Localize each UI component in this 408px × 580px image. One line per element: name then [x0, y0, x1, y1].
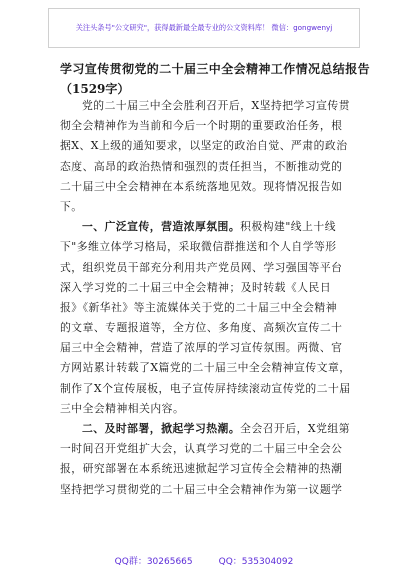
body-line: 制作了X个宣传展板，电子宣传屏持续滚动宣传党的二十届 [60, 381, 351, 395]
body-line: 下"多维立体学习格局，采取微信群推送和个人自学等形 [60, 240, 337, 254]
body-line: 态度、高昂的政治热情和强烈的责任担当，不断推动党的 [60, 159, 343, 173]
body-line: 报》《新华社》等主流媒体关于党的二十届三中全会精神 [60, 300, 338, 314]
document-title: 学习宣传贯彻党的二十届三中全会精神工作情况总结报告 [60, 62, 371, 76]
body-line: 的文章、专题报道等，全方位、多角度、高频次宣传二十 [60, 321, 343, 335]
promo-banner [48, 8, 360, 48]
document-body [60, 96, 352, 500]
section1-first-line [60, 217, 352, 237]
body-line: 党的二十届三中全会胜利召开后，X坚持把学习宣传贯 [82, 99, 351, 112]
body-line: 深入学习党的二十届三中全会精神；及时转载《人民日 [60, 280, 332, 294]
body-line: 届三中全会精神，营造了浓厚的学习宣传氛围。两微、官 [60, 341, 343, 355]
body-line: 彻全会精神作为当前和今后一个时期的重要政治任务，根 [60, 119, 343, 133]
footer-qq-group: QQ群：30265665 [114, 557, 193, 567]
section2-heading: 二、及时部署，掀起学习热潮。 [82, 422, 241, 435]
body-line: 二十届三中全会精神在本系统落地见效。现将情况报告如 [60, 179, 343, 193]
footer-contacts [0, 554, 408, 567]
body-line: 坚持把学习贯彻党的二十届三中全会精神作为第一议题学 [60, 482, 343, 496]
footer-qq: QQ：535304092 [218, 557, 294, 567]
section2-first-rest: 全会召开后，X党组第 [240, 422, 351, 435]
body-line: 一时间召开党组扩大会，认真学习党的二十届三中全会公 [60, 442, 343, 456]
body-line: 据X、X上级的通知要求，以坚定的政治自觉、严肃的政治 [60, 139, 348, 153]
body-line: 报，研究部署在本系统迅速掀起学习宣传全会精神的热潮 [60, 462, 343, 476]
section2-first-line [60, 419, 352, 439]
body-line: 三中全会精神相关内容。 [60, 401, 185, 415]
promo-banner-text: 关注头条号"公文研究"，获得最新最全最专业的公文资料库！ 微信：gongwenyj [75, 23, 333, 32]
body-line: 式，组织党员干部充分利用共产党员网、学习强国等平台 [60, 260, 343, 274]
section1-first-rest: 积极构建"线上十线 [240, 220, 336, 234]
body-line: 下。 [60, 199, 83, 213]
body-line: 方网站累计转载了X篇党的二十届三中全会精神宣传文章， [60, 361, 351, 375]
word-count: （1529字） [60, 82, 130, 96]
section1-heading: 一、广泛宣传，营造浓厚氛围。 [82, 220, 241, 234]
